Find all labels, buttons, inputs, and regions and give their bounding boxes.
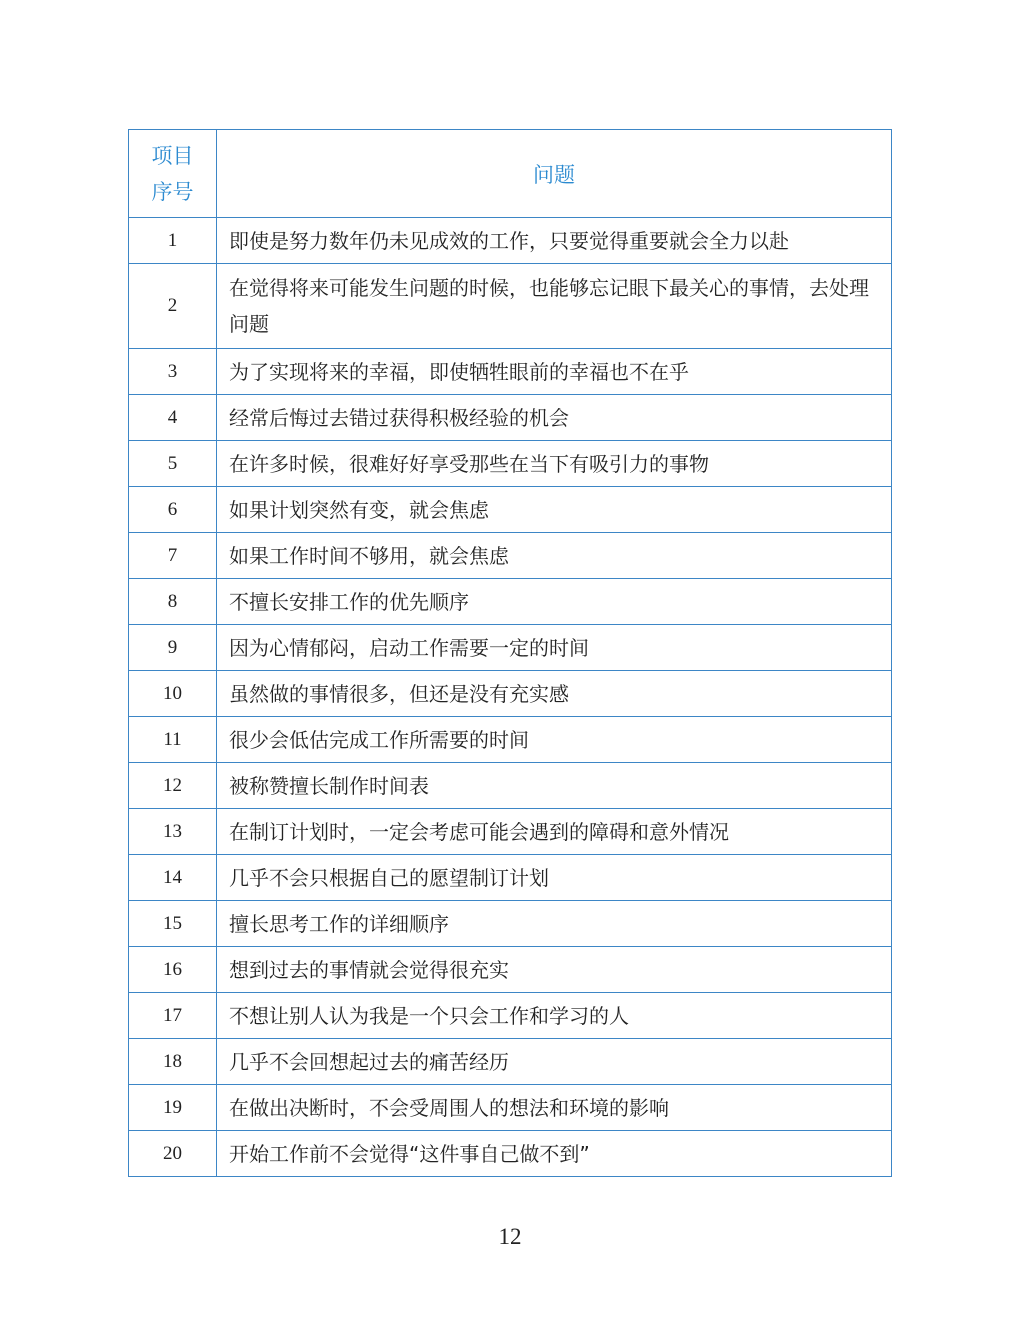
row-number: 19: [129, 1085, 217, 1131]
row-question: 即使是努力数年仍未见成效的工作，只要觉得重要就会全力以赴: [217, 218, 892, 264]
table-row: [129, 264, 892, 349]
table-row: [129, 1039, 892, 1085]
row-number: 17: [129, 993, 217, 1039]
row-question: 几乎不会只根据自己的愿望制订计划: [217, 855, 892, 901]
header-item-number-line2: 序号: [151, 179, 194, 204]
row-question: 被称赞擅长制作时间表: [217, 763, 892, 809]
table-row: [129, 763, 892, 809]
table-row: [129, 1131, 892, 1177]
questionnaire-table: [128, 129, 892, 1177]
table-header-row: [129, 130, 892, 218]
row-question: 擅长思考工作的详细顺序: [217, 901, 892, 947]
row-number: 5: [129, 441, 217, 487]
row-number: 10: [129, 671, 217, 717]
row-question: 如果计划突然有变，就会焦虑: [217, 487, 892, 533]
table-row: [129, 717, 892, 763]
table-row: [129, 349, 892, 395]
row-question: 在做出决断时，不会受周围人的想法和环境的影响: [217, 1085, 892, 1131]
row-number: 8: [129, 579, 217, 625]
row-question: 为了实现将来的幸福，即使牺牲眼前的幸福也不在乎: [217, 349, 892, 395]
table-row: [129, 809, 892, 855]
row-question: 经常后悔过去错过获得积极经验的机会: [217, 395, 892, 441]
row-number: 2: [129, 264, 217, 349]
row-number: 12: [129, 763, 217, 809]
row-number: 11: [129, 717, 217, 763]
table-row: [129, 1085, 892, 1131]
table-row: [129, 441, 892, 487]
row-number: 3: [129, 349, 217, 395]
table-row: [129, 855, 892, 901]
row-number: 16: [129, 947, 217, 993]
row-number: 7: [129, 533, 217, 579]
table-row: [129, 947, 892, 993]
header-item-number: [129, 130, 217, 218]
row-question: 在觉得将来可能发生问题的时候，也能够忘记眼下最关心的事情，去处理问题: [217, 264, 892, 349]
table-row: [129, 395, 892, 441]
row-number: 6: [129, 487, 217, 533]
table-row: [129, 625, 892, 671]
table-row: [129, 218, 892, 264]
row-question: 很少会低估完成工作所需要的时间: [217, 717, 892, 763]
header-item-number-line1: 项目: [151, 143, 194, 168]
row-number: 15: [129, 901, 217, 947]
row-number: 4: [129, 395, 217, 441]
row-question: 不擅长安排工作的优先顺序: [217, 579, 892, 625]
row-question: 开始工作前不会觉得“这件事自己做不到”: [217, 1131, 892, 1177]
row-number: 18: [129, 1039, 217, 1085]
table-row: [129, 671, 892, 717]
row-number: 14: [129, 855, 217, 901]
row-question: 如果工作时间不够用，就会焦虑: [217, 533, 892, 579]
table-row: [129, 993, 892, 1039]
row-number: 20: [129, 1131, 217, 1177]
table-row: [129, 487, 892, 533]
row-number: 1: [129, 218, 217, 264]
table-row: [129, 579, 892, 625]
header-question: 问题: [217, 130, 892, 218]
row-question: 在制订计划时，一定会考虑可能会遇到的障碍和意外情况: [217, 809, 892, 855]
row-question: 想到过去的事情就会觉得很充实: [217, 947, 892, 993]
table-row: [129, 901, 892, 947]
row-number: 13: [129, 809, 217, 855]
row-question: 在许多时候，很难好好享受那些在当下有吸引力的事物: [217, 441, 892, 487]
row-question: 几乎不会回想起过去的痛苦经历: [217, 1039, 892, 1085]
row-number: 9: [129, 625, 217, 671]
row-question: 因为心情郁闷，启动工作需要一定的时间: [217, 625, 892, 671]
page-number: 12: [498, 1224, 522, 1249]
row-question: 虽然做的事情很多，但还是没有充实感: [217, 671, 892, 717]
table-row: [129, 533, 892, 579]
row-question: 不想让别人认为我是一个只会工作和学习的人: [217, 993, 892, 1039]
